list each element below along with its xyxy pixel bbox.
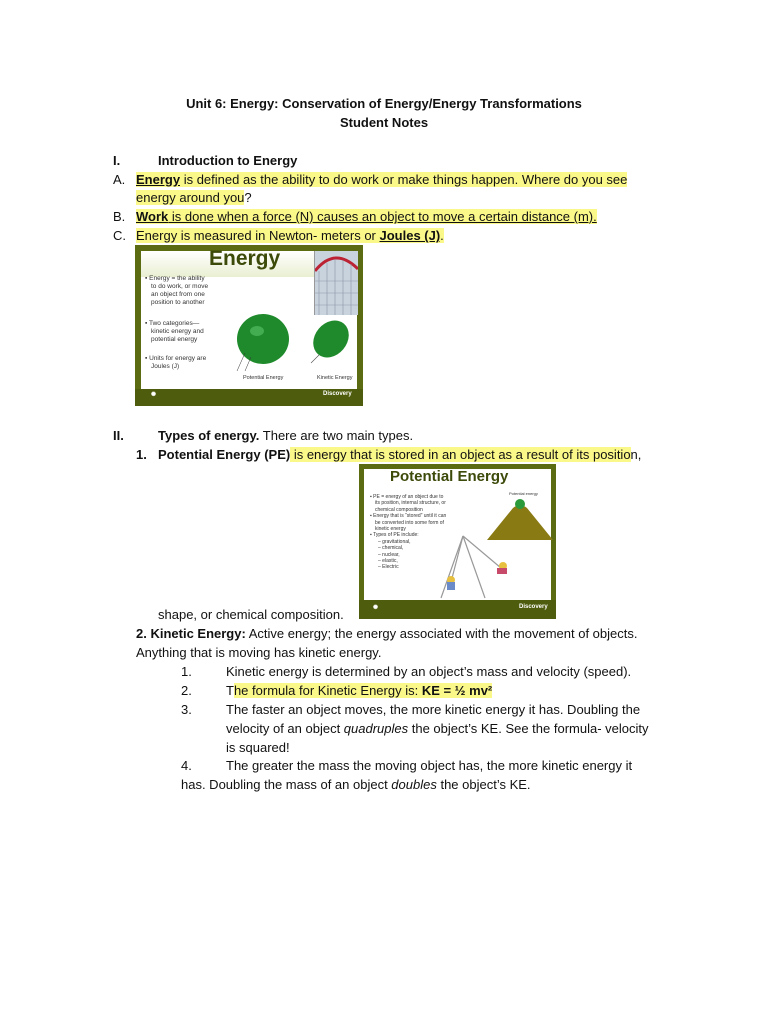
- item-a-letter: A.: [113, 172, 126, 187]
- term-ke: 2. Kinetic Energy:: [136, 626, 246, 641]
- hill-label: Potential energy: [509, 491, 538, 496]
- term-energy: Energy: [136, 172, 181, 187]
- footer-star-icon: ✺: [151, 392, 157, 398]
- slide-bullet-2: ▪ Two categories— kinetic energy and potential energy: [145, 320, 204, 343]
- page-title: Unit 6: Energy: Conservation of Energy/Energy Transformations: [186, 96, 582, 111]
- ke-item-4-line1: The greater the mass the moving object has, the more kinetic energy it: [226, 758, 633, 773]
- item-a-text: is defined as the ability to do work or make things happen. Where do you see: [180, 172, 628, 187]
- pe-definition-end: n,: [630, 447, 642, 462]
- ke-line-2: Anything that is moving has kinetic energy.: [136, 645, 382, 660]
- item-c-text: Energy is measured in Newton- meters or: [136, 228, 380, 243]
- item-a-line2: [136, 188, 252, 207]
- energy-slide-image: [135, 245, 363, 406]
- term-pe: Potential Energy (PE): [158, 447, 291, 462]
- ke-item-2-number: 2.: [181, 683, 192, 698]
- section-1-numeral: I.: [113, 153, 121, 168]
- item-a-line1: [136, 170, 627, 189]
- item-c-letter: C.: [113, 228, 126, 243]
- balloons-illustration: [235, 311, 355, 373]
- term-joules: Joules (J): [379, 228, 441, 243]
- item-a-end: ?: [244, 190, 252, 205]
- pe-definition-continued: shape, or chemical composition.: [158, 607, 344, 622]
- discovery-logo: Discovery: [323, 391, 352, 397]
- pe-number: 1.: [136, 447, 147, 462]
- ke-item-3-number: 3.: [181, 702, 192, 717]
- ke-item-3-line1: The faster an object moves, the more kinetic energy it has. Doubling the: [226, 702, 641, 717]
- slide-bullet-1: ▪ Energy = the ability to do work, or move an object from one position to another: [145, 275, 209, 306]
- ke-item-4-number: 4.: [181, 758, 192, 773]
- item-b-line: [136, 207, 597, 226]
- item-b-letter: B.: [113, 209, 126, 224]
- ke-item-1-text: Kinetic energy is determined by an object’s mass and velocity (speed).: [226, 664, 632, 679]
- ke-line-1: 2. Kinetic Energy: Active energy; the energy associated with the movement of objects.: [136, 626, 638, 641]
- pe-line: [158, 445, 641, 464]
- slide-bullets: ▪ PE = energy of an object due to its position, internal structure, or chemical composition ▪ Energy that is “stored” until it can be converted into some form of kinetic energy ▪ Types of PE include: – gravitational, – chemical, – nuclear, – elastic, – Electric: [370, 494, 447, 571]
- discovery-logo: Discovery: [519, 604, 548, 610]
- slide-bullet-3: ▪ Units for energy are Joules (J): [145, 355, 207, 370]
- section-2-numeral: II.: [113, 428, 124, 443]
- slide-title: Energy: [209, 247, 281, 270]
- ke-item-1-number: 1.: [181, 664, 192, 679]
- item-c-end: .: [440, 228, 444, 243]
- label-kinetic: Kinetic Energy: [317, 375, 353, 381]
- ke-item-4-line2: has. Doubling the mass of an object doubles the object’s KE.: [181, 777, 531, 792]
- footer-star-icon: ✺: [373, 605, 379, 611]
- ke-item-3-line3: is squared!: [226, 740, 290, 755]
- term-work: Work: [136, 209, 169, 224]
- page-subtitle: Student Notes: [339, 115, 429, 130]
- ke-item-3-line2: velocity of an object quadruples the object’s KE. See the formula- velocity: [226, 721, 649, 736]
- slide-title: Potential Energy: [390, 468, 509, 485]
- item-b-text: is done when a force (N) causes an object to move a certain distance (m).: [168, 209, 597, 224]
- roller-coaster-photo: [314, 251, 358, 315]
- label-potential: Potential Energy: [243, 375, 284, 381]
- item-c-line: [136, 226, 444, 245]
- swing-illustration: [433, 534, 523, 600]
- potential-energy-slide-image: [359, 464, 556, 619]
- pe-definition: is energy that is stored in an object as a result of its positio: [290, 447, 631, 462]
- item-a-text-2: energy around you: [136, 190, 245, 205]
- ke-formula: KE = ½ mv²: [421, 683, 493, 698]
- ke-item-2-text: The formula for Kinetic Energy is: KE = ½ mv²: [226, 683, 493, 698]
- section-1-heading: Introduction to Energy: [158, 153, 298, 168]
- section-2-heading: Types of energy. There are two main types.: [158, 428, 414, 443]
